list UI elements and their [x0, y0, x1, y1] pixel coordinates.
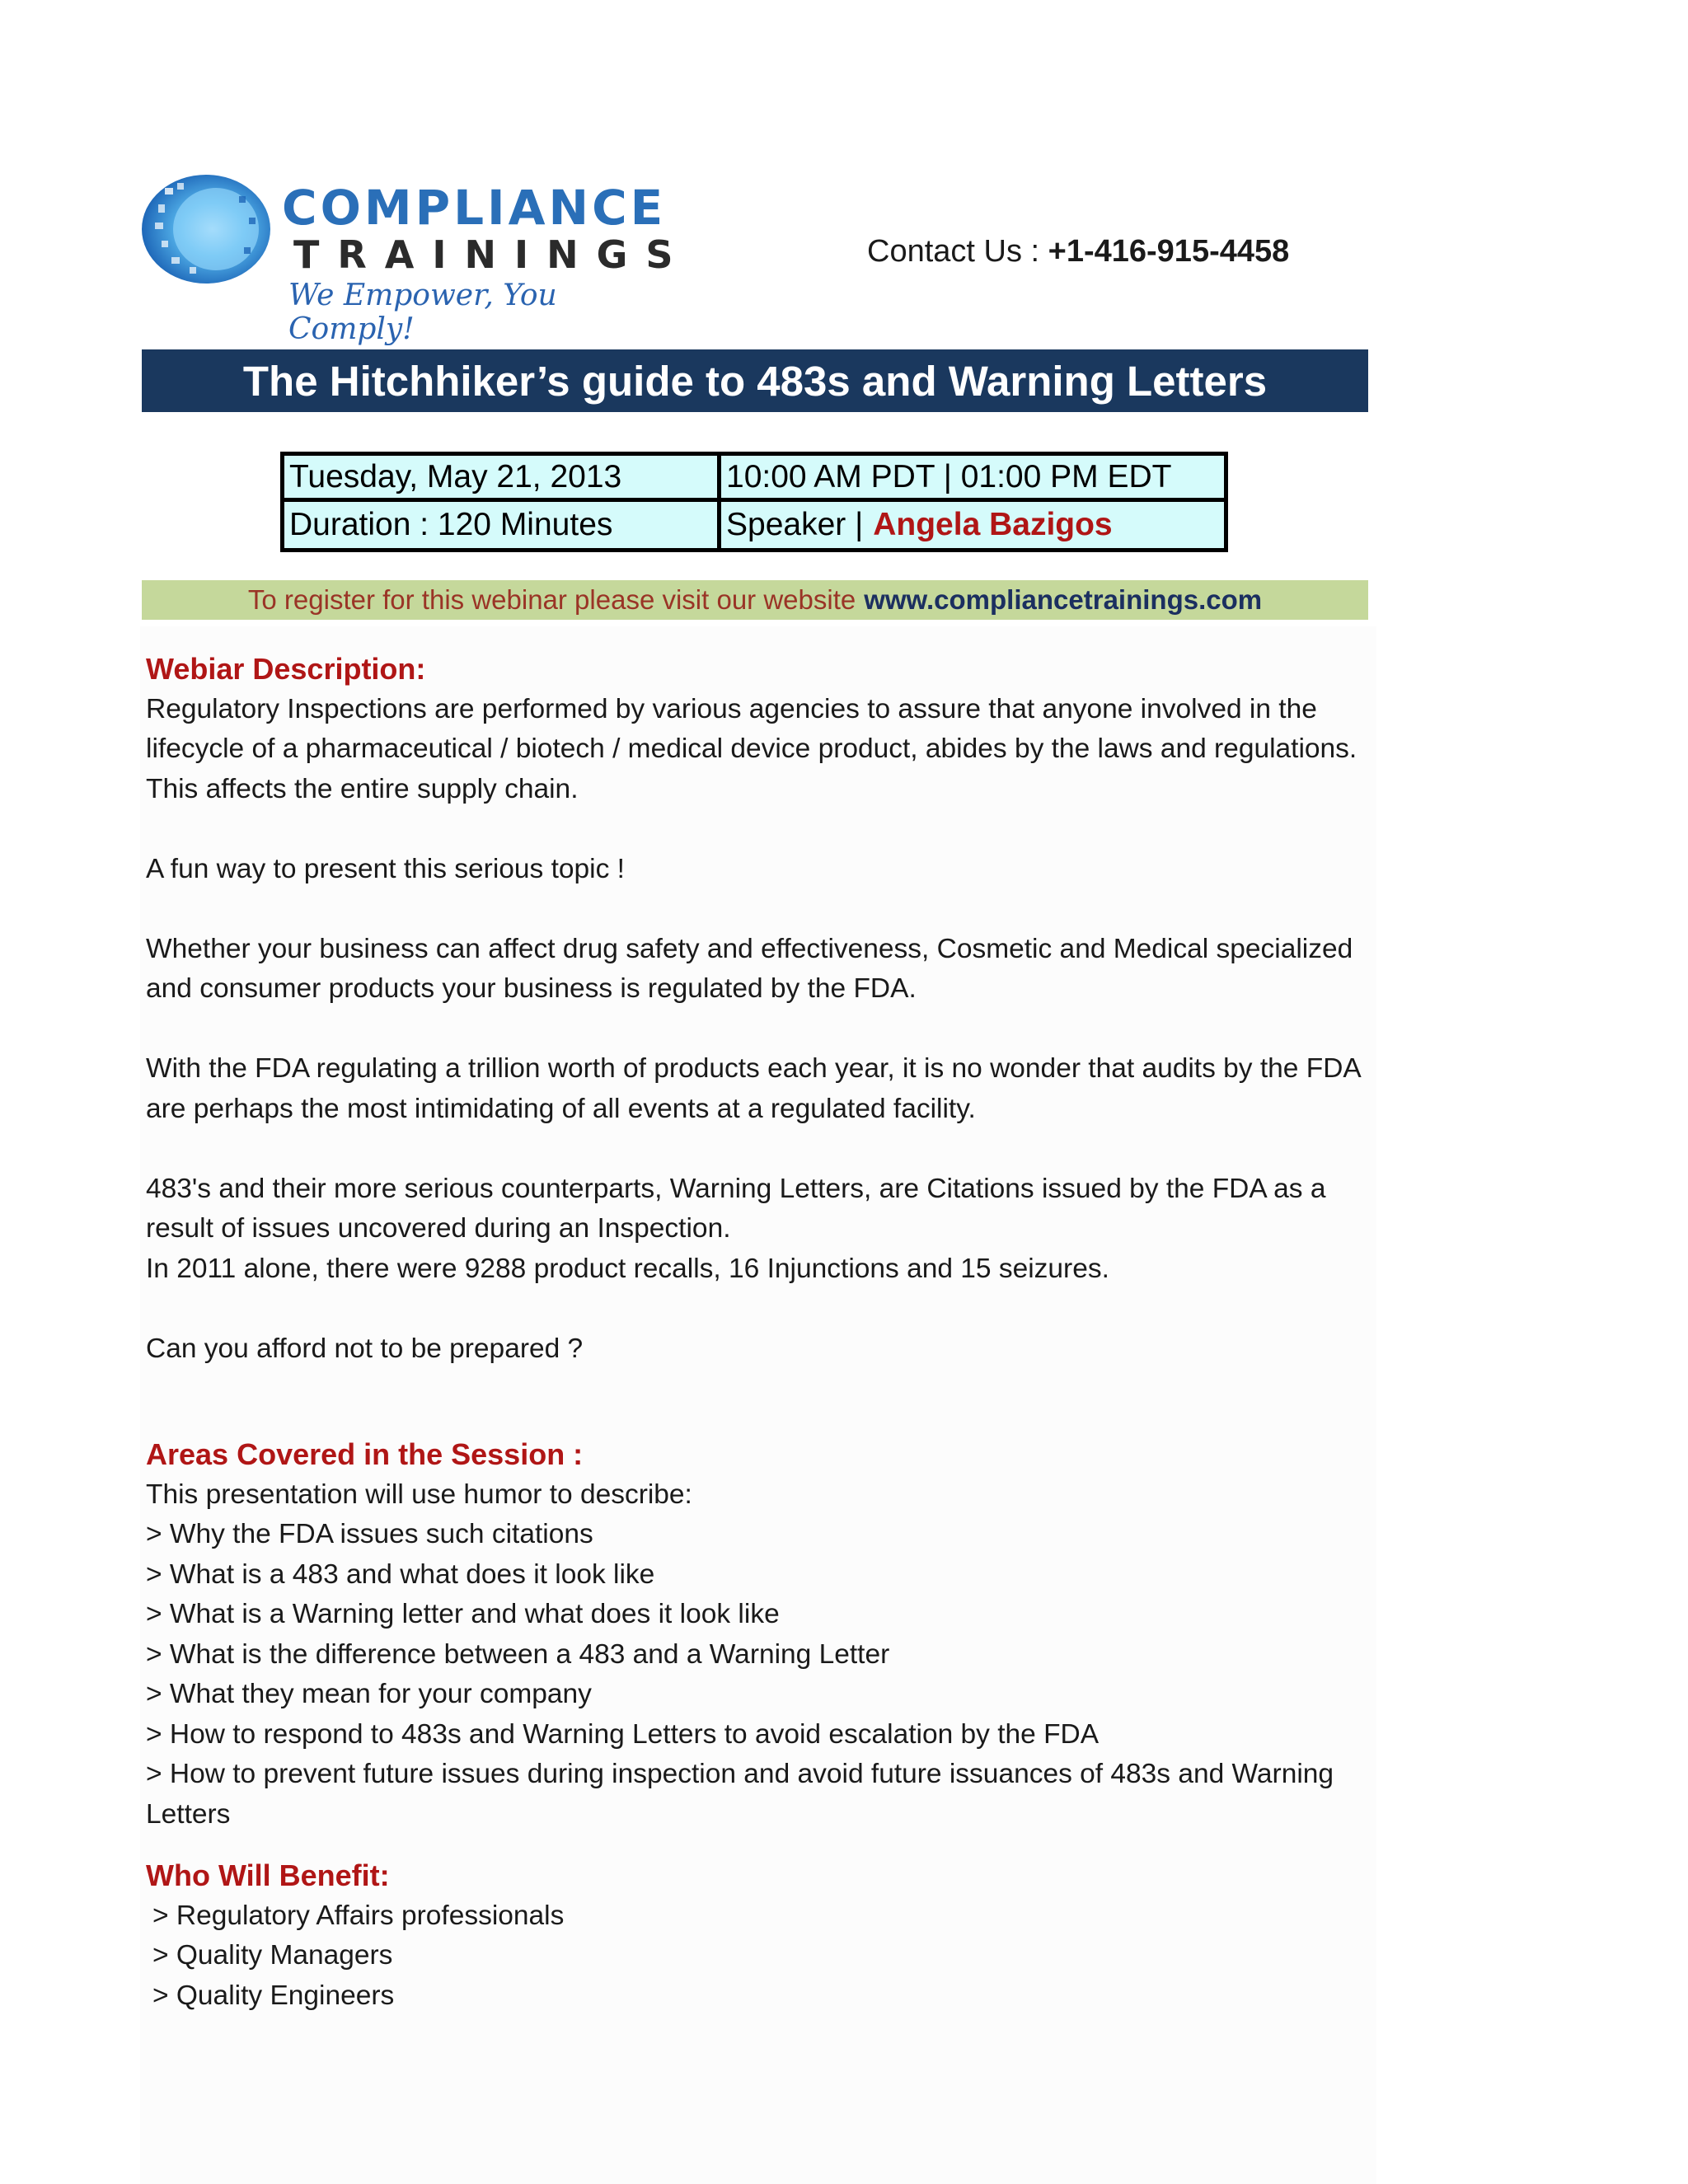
speaker-name: Angela Bazigos	[873, 507, 1113, 542]
list-item: > What is the difference between a 483 and a Warning Letter	[146, 1638, 890, 1670]
description-paragraph-3: Whether your business can affect drug safety and effectiveness, Cosmetic and Medical specialized and consumer products your business is regulated by the FDA.	[146, 933, 1353, 1004]
event-speaker	[721, 502, 1224, 548]
logo-name-line2: TRAININGS	[293, 232, 692, 277]
website-link[interactable]: www.compliancetrainings.com	[864, 584, 1263, 615]
contact-phone[interactable]: +1-416-915-4458	[1048, 234, 1290, 269]
description-paragraph-7: Can you afford not to be prepared ?	[146, 1333, 584, 1364]
page-title: The Hitchhiker’s guide to 483s and Warning Letters	[142, 349, 1368, 412]
event-date: Tuesday, May 21, 2013	[284, 456, 721, 502]
list-item: > What is a Warning letter and what does it look like	[146, 1599, 780, 1629]
contact-info	[867, 234, 1289, 269]
list-item: > What they mean for your company	[146, 1679, 592, 1709]
description-paragraph-4: With the FDA regulating a trillion worth of products each year, it is no wonder that audits by the FDA are perhaps the most intimidating of all events at a regulated facility.	[146, 1053, 1360, 1124]
globe-logo-icon	[140, 171, 272, 287]
description-paragraph-1: Regulatory Inspections are performed by various agencies to assure that anyone involved in the lifecycle of a pharmaceutical / biotech / medical device product, abides by the laws and regulations. This affects the entire supply chain.	[146, 693, 1357, 804]
logo-name-line1: COMPLIANCE	[282, 180, 667, 236]
list-item: > Quality Engineers	[152, 1980, 395, 2011]
areas-heading: Areas Covered in the Session :	[146, 1437, 584, 1471]
list-item: > Why the FDA issues such citations	[146, 1519, 593, 1549]
register-banner	[142, 580, 1368, 620]
event-time: 10:00 AM PDT | 01:00 PM EDT	[721, 456, 1224, 502]
areas-intro: This presentation will use humor to describe:	[146, 1479, 692, 1510]
register-text: To register for this webinar please visit our website	[247, 584, 856, 615]
contact-label: Contact Us :	[867, 234, 1048, 269]
list-item: > How to respond to 483s and Warning Letters to avoid escalation by the FDA	[146, 1718, 1100, 1750]
list-item: > Quality Managers	[152, 1940, 393, 1971]
speaker-label: Speaker |	[726, 507, 864, 542]
areas-list	[146, 1515, 1374, 1835]
benefit-heading: Who Will Benefit:	[146, 1858, 390, 1892]
list-item: > Regulatory Affairs professionals	[152, 1900, 565, 1931]
list-item: > What is a 483 and what does it look like	[146, 1558, 655, 1590]
event-info-table	[280, 452, 1228, 552]
logo-tagline: We Empower, You Comply!	[288, 279, 557, 346]
description-paragraph-6: In 2011 alone, there were 9288 product recalls, 16 Injunctions and 15 seizures.	[146, 1253, 1109, 1284]
description-paragraph-2: A fun way to present this serious topic !	[146, 853, 625, 884]
company-logo	[140, 165, 692, 346]
benefit-list	[146, 1896, 1374, 2017]
main-content	[146, 649, 1374, 2016]
event-duration: Duration : 120 Minutes	[284, 502, 721, 548]
list-item: > How to prevent future issues during inspection and avoid future issuances of 483s and Warning Letters	[146, 1759, 1334, 1830]
description-paragraph-5: 483's and their more serious counterparts, Warning Letters, are Citations issued by the FDA as a result of issues uncovered during an Inspection.	[146, 1173, 1326, 1244]
description-heading: Webiar Description:	[146, 652, 426, 686]
